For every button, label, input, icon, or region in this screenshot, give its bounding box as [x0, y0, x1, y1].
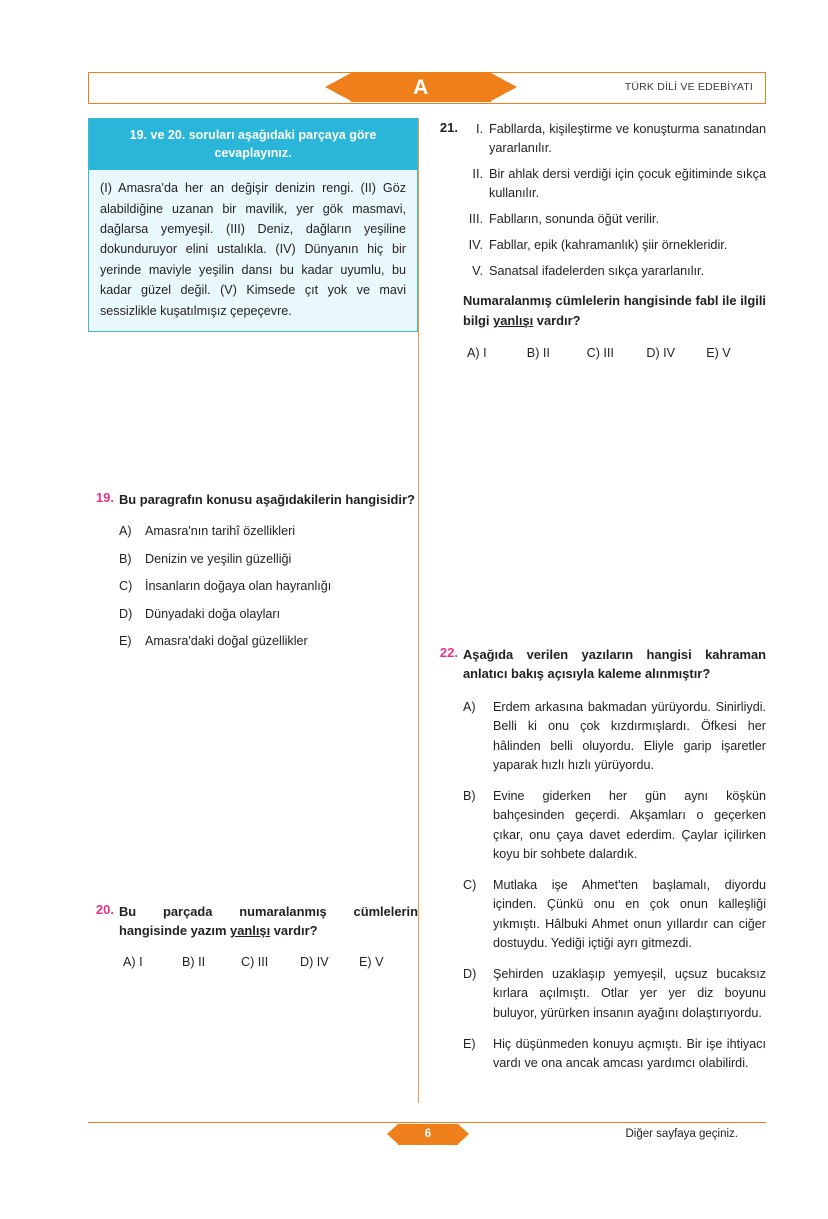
- roman-item-1-number: I.: [475, 122, 483, 136]
- question-21-stem-part1: Numaralanmış cümlelerin hangisinde fabl ile ilgili bilgi: [463, 293, 766, 328]
- option-e-text: Amasra'daki doğal güzellikler: [145, 634, 308, 649]
- option-d-letter: D): [463, 966, 477, 981]
- question-22-number: 22.: [439, 645, 458, 661]
- option-e[interactable]: E) V: [706, 346, 731, 361]
- option-a-text: Erdem arkasına bakmadan yürüyordu. Sinirliydi. Belli ki onu çok kızdırmışlardı. Öfkesi her hâlinden belli oluyordu. Eliyle garip işaretler yaparak hızlı hızlı yürüyordu.: [493, 699, 766, 773]
- right-column: [432, 118, 766, 1085]
- question-19-stem: Bu paragrafın konusu aşağıdakilerin hangisidir?: [119, 491, 415, 507]
- option-a[interactable]: [119, 522, 418, 542]
- option-e-letter: E): [119, 634, 132, 649]
- passage-text: (I) Amasra'da her an değişir denizin rengi. (II) Göz alabildiğine uzanan bir mavilik, yer gök masmavi, dağlarsa yemyeşil. (III) Deniz, dağların yeşiline dokunduruyor elini ustalıkla. (IV) Dünyanın hiç bir yerinde maviyle yeşilin dansı bu kadar uyumlu, bu kadar güzel değil. (V) Kimsede çıt yok ve mavi sessizlikle kuşatılmışız çepeçevre.: [89, 170, 417, 331]
- option-a-text: Amasra'nın tarihî özellikleri: [145, 524, 296, 539]
- roman-item-1: [463, 120, 766, 158]
- question-20-stem: [119, 902, 418, 941]
- subject-title: TÜRK DİLİ VE EDEBİYATI: [624, 81, 753, 93]
- option-b[interactable]: B) II: [182, 954, 206, 969]
- question-21-stem-part2: vardır?: [533, 312, 581, 328]
- roman-item-5: [463, 262, 766, 281]
- option-e[interactable]: [119, 632, 418, 652]
- passage-instruction: 19. ve 20. soruları aşağıdaki parçaya göre cevaplayınız.: [89, 119, 417, 170]
- roman-item-3-number: III.: [468, 212, 483, 227]
- question-22-stem: Aşağıda verilen yazıların hangisi kahraman anlatıcı bakış açısıyla kaleme alınmıştır?: [463, 647, 766, 682]
- page-header: [88, 72, 766, 104]
- roman-item-5-text: Sanatsal ifadelerden sıkça yararlanılır.: [489, 264, 705, 279]
- question-21-number: 21.: [439, 120, 458, 135]
- option-d-text: Şehirden uzaklaşıp yemyeşil, uçsuz bucaksız kırlara açılmıştı. Otlar yer yer diz boyunu buluyor, yürürken insanın ayağını dolaştırıyordu.: [493, 966, 766, 1020]
- option-b-letter: B): [463, 788, 476, 803]
- roman-item-2: [463, 165, 766, 203]
- left-column: [88, 118, 418, 969]
- question-20-stem-part1: Bu parçada numaralanmış cümlelerin hangisinde yazım: [119, 903, 418, 939]
- question-21-roman-list: [463, 120, 766, 281]
- roman-item-4-text: Fabllar, epik (kahramanlık) şiir örnekleridir.: [489, 238, 728, 253]
- column-divider: [418, 118, 419, 1103]
- option-e-text: Hiç düşünmeden konuyu açmıştı. Bir işe ihtiyacı vardı ve ona ancak amcası yardımcı olabilirdi.: [493, 1036, 766, 1071]
- question-20: [88, 902, 418, 969]
- page-number-badge: [398, 1124, 458, 1145]
- option-d[interactable]: [463, 965, 766, 1024]
- option-a[interactable]: A) I: [123, 954, 143, 969]
- option-c[interactable]: C) III: [586, 346, 614, 361]
- booklet-letter: A: [413, 76, 429, 99]
- option-b-text: Evine giderken her gün aynı köşkün bahçesinden geçerdi. Akşamları o geçerken çıkar, onu çaya davet ederdim. Çaylar içilirken koyu bir sohbete dalardık.: [493, 788, 766, 862]
- option-a[interactable]: [463, 698, 766, 776]
- passage-box: [88, 118, 418, 332]
- option-b[interactable]: [463, 787, 766, 865]
- option-c[interactable]: [463, 876, 766, 954]
- question-20-stem-part2: vardır?: [270, 923, 318, 939]
- question-21-stem: [463, 291, 766, 330]
- next-page-note: Diğer sayfaya geçiniz.: [625, 1128, 738, 1140]
- option-c-text: İnsanların doğaya olan hayranlığı: [145, 579, 332, 594]
- roman-item-2-text: Bir ahlak dersi verdiği için çocuk eğitiminde sıkça kullanılır.: [489, 167, 766, 201]
- booklet-letter-banner: [351, 73, 491, 102]
- option-b[interactable]: B) II: [526, 346, 550, 361]
- question-20-number: 20.: [95, 901, 114, 917]
- option-a-letter: A): [119, 524, 132, 539]
- question-19-options: [119, 522, 418, 652]
- question-21-options: [463, 346, 766, 360]
- option-d-letter: D): [119, 606, 133, 621]
- question-21: [432, 120, 766, 360]
- option-a[interactable]: A) I: [467, 346, 487, 361]
- option-e[interactable]: E) V: [359, 954, 384, 969]
- option-d-text: Dünyadaki doğa olayları: [145, 606, 281, 621]
- roman-item-3-text: Fablların, sonunda öğüt verilir.: [489, 212, 659, 227]
- option-c-letter: C): [119, 579, 133, 594]
- roman-item-1-text: Fabllarda, kişileştirme ve konuşturma sanatından yararlanılır.: [489, 122, 766, 156]
- footer-rule: [88, 1122, 766, 1123]
- page-number: 6: [424, 1128, 432, 1140]
- option-e-letter: E): [463, 1036, 476, 1051]
- question-22: [432, 645, 766, 1073]
- roman-item-5-number: V.: [472, 264, 483, 279]
- option-b-text: Denizin ve yeşilin güzelliği: [145, 551, 292, 566]
- option-e[interactable]: [463, 1035, 766, 1074]
- question-20-stem-underlined: yanlışı: [230, 923, 271, 939]
- option-c[interactable]: [119, 577, 418, 597]
- option-c-text: Mutlaka işe Ahmet'ten başlamalı, diyordu içinden. Çünkü onu en çok onun kalleşliği yıkmıştı. Hâlbuki Ahmet onun yıllardır can ciğer dostuydu. Yediği içtiği ayrı gitmezdi.: [493, 877, 766, 951]
- question-19: [88, 490, 418, 652]
- option-c[interactable]: C) III: [241, 954, 269, 969]
- option-b-letter: B): [119, 551, 132, 566]
- option-c-letter: C): [463, 877, 477, 892]
- question-20-options: [119, 955, 418, 969]
- option-b[interactable]: [119, 550, 418, 570]
- roman-item-4-number: IV.: [468, 238, 483, 253]
- question-22-options: [463, 698, 766, 1074]
- roman-item-4: [463, 236, 766, 255]
- question-19-number: 19.: [95, 489, 114, 505]
- option-d[interactable]: D) IV: [646, 346, 676, 361]
- question-21-stem-underlined: yanlışı: [493, 312, 534, 328]
- option-a-letter: A): [463, 699, 476, 714]
- roman-item-2-number: II.: [472, 167, 483, 182]
- roman-item-3: [463, 210, 766, 229]
- option-d[interactable]: [119, 605, 418, 625]
- option-d[interactable]: D) IV: [300, 954, 329, 969]
